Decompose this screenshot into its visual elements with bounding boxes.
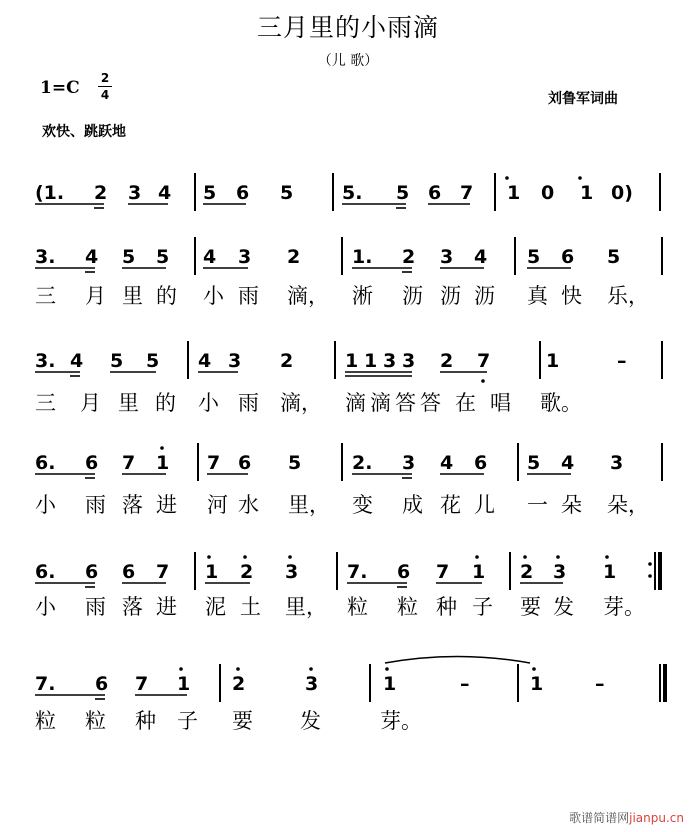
note: 5 xyxy=(288,452,302,474)
octave-high-dot xyxy=(236,667,240,671)
lyric: 小 xyxy=(35,493,56,517)
note: 6 xyxy=(474,452,488,474)
watermark xyxy=(569,809,684,826)
note: 2 xyxy=(402,246,416,268)
note: 7. xyxy=(35,673,56,695)
lyric: 月 xyxy=(85,284,106,308)
lyric: 朵 xyxy=(561,493,582,517)
note: 4 xyxy=(561,452,575,474)
note: – xyxy=(460,673,470,695)
note: 2 xyxy=(520,561,534,583)
lyric: 朵， xyxy=(607,493,649,517)
note: 1. xyxy=(352,246,373,268)
lyric: 的 xyxy=(156,284,177,308)
note: 2 xyxy=(240,561,254,583)
lyric: 雨 xyxy=(238,284,259,308)
lyric: 种 xyxy=(135,709,156,733)
time-signature-denominator: 4 xyxy=(100,88,110,102)
note: 3 xyxy=(402,452,416,474)
note: 3 xyxy=(440,246,454,268)
lyric: 沥 xyxy=(440,284,461,308)
note: 5 xyxy=(396,182,410,204)
lyric: 小 xyxy=(35,595,56,619)
note: 6 xyxy=(397,561,411,583)
lyric: 的 xyxy=(155,391,176,415)
note: 1 xyxy=(364,350,378,372)
note: 1 xyxy=(472,561,486,583)
lyric: 子 xyxy=(472,595,493,619)
note: 3 xyxy=(128,182,142,204)
note: 6 xyxy=(85,452,99,474)
lyric: 淅 xyxy=(352,284,373,308)
lyric: 雨 xyxy=(85,595,106,619)
lyric: 水 xyxy=(238,493,259,517)
note: 3. xyxy=(35,350,56,372)
lyric: 滴， xyxy=(287,284,329,308)
lyric: 三 xyxy=(35,391,56,415)
octave-high-dot xyxy=(578,176,582,180)
note: 4 xyxy=(198,350,212,372)
lyric: 变 xyxy=(352,493,373,517)
octave-high-dot xyxy=(288,555,292,559)
lyric: 要 xyxy=(232,709,253,733)
note: 3 xyxy=(553,561,567,583)
lyric: 里， xyxy=(285,595,327,619)
octave-high-dot xyxy=(160,446,164,450)
note: 5 xyxy=(527,246,541,268)
lyric: 里 xyxy=(122,284,143,308)
note: 1 xyxy=(205,561,219,583)
note: 7 xyxy=(122,452,136,474)
lyric: 雨 xyxy=(238,391,259,415)
note: 6 xyxy=(122,561,136,583)
lyric: 花 xyxy=(440,493,461,517)
note: 5 xyxy=(203,182,217,204)
repeat-dot xyxy=(648,574,652,578)
octave-high-dot xyxy=(505,176,509,180)
lyric: 雨 xyxy=(85,493,106,517)
lyric: 落 xyxy=(122,595,143,619)
note: 1 xyxy=(383,673,397,695)
lyric: 答 xyxy=(420,391,441,415)
lyric: 滴 xyxy=(370,391,391,415)
note: 6 xyxy=(85,561,99,583)
note: 0 xyxy=(541,182,555,204)
composer-credit: 刘鲁军词曲 xyxy=(548,91,618,107)
time-signature-numerator: 2 xyxy=(100,71,110,85)
note: 5 xyxy=(156,246,170,268)
lyric: 快 xyxy=(561,284,582,308)
lyric: 在 xyxy=(455,391,476,415)
note: 7 xyxy=(156,561,170,583)
note: 1 xyxy=(156,452,170,474)
lyric: 答 xyxy=(395,391,416,415)
note: 6. xyxy=(35,561,56,583)
note: 7 xyxy=(460,182,474,204)
slur xyxy=(385,657,530,664)
lyric: 粒 xyxy=(347,595,368,619)
key-signature: 1=C xyxy=(40,78,80,98)
lyric: 小 xyxy=(203,284,224,308)
lyric: 种 xyxy=(436,595,457,619)
lyric: 里， xyxy=(288,493,330,517)
note: 1 xyxy=(177,673,191,695)
octave-high-dot xyxy=(475,555,479,559)
lyric: 成 xyxy=(402,493,423,517)
lyric: 沥 xyxy=(474,284,495,308)
octave-high-dot xyxy=(556,555,560,559)
lyric: 里 xyxy=(118,391,139,415)
note: 5 xyxy=(146,350,160,372)
watermark-prefix: 歌谱简谱网 xyxy=(569,811,630,825)
lyric: 滴， xyxy=(280,391,322,415)
note: 6 xyxy=(428,182,442,204)
lyric: 河 xyxy=(207,493,228,517)
song-title: 三月里的小雨滴 xyxy=(256,13,439,42)
note: 4 xyxy=(440,452,454,474)
note: (1. xyxy=(35,182,65,204)
octave-high-dot xyxy=(309,667,313,671)
note: 7 xyxy=(135,673,149,695)
lyric: 子 xyxy=(177,709,198,733)
lyric: 发 xyxy=(300,709,321,733)
note: 4 xyxy=(474,246,488,268)
note: 1 xyxy=(530,673,544,695)
note: 3 xyxy=(383,350,397,372)
note: 5 xyxy=(122,246,136,268)
note: 3 xyxy=(238,246,252,268)
watermark-url: jianpu.cn xyxy=(629,811,684,825)
lyric: 芽。 xyxy=(603,595,645,619)
note: 2. xyxy=(352,452,373,474)
note: 3 xyxy=(228,350,242,372)
note: 1 xyxy=(580,182,594,204)
note: 4 xyxy=(70,350,84,372)
note: 6 xyxy=(561,246,575,268)
note: 3. xyxy=(35,246,56,268)
lyric: 乐， xyxy=(607,284,649,308)
octave-high-dot xyxy=(385,667,389,671)
note: 5. xyxy=(342,182,363,204)
note: 3 xyxy=(285,561,299,583)
lyric: 进 xyxy=(156,595,177,619)
note: 3 xyxy=(402,350,416,372)
octave-high-dot xyxy=(605,555,609,559)
note: 1 xyxy=(507,182,521,204)
tempo-marking: 欢快、跳跃地 xyxy=(42,124,126,140)
note: 2 xyxy=(440,350,454,372)
note: 4 xyxy=(85,246,99,268)
lyric: 小 xyxy=(198,391,219,415)
octave-high-dot xyxy=(532,667,536,671)
note: 5 xyxy=(607,246,621,268)
lyric: 粒 xyxy=(35,709,56,733)
lyric: 粒 xyxy=(85,709,106,733)
note: 1 xyxy=(345,350,359,372)
note: 6 xyxy=(95,673,109,695)
lyric: 粒 xyxy=(397,595,418,619)
song-subtitle: （儿 歌） xyxy=(317,53,379,69)
note: – xyxy=(617,350,627,372)
note: – xyxy=(595,673,605,695)
note: 7 xyxy=(436,561,450,583)
lyric: 三 xyxy=(35,284,56,308)
lyric: 滴 xyxy=(345,391,366,415)
octave-high-dot xyxy=(207,555,211,559)
lyric: 真 xyxy=(527,284,548,308)
note: 7 xyxy=(477,350,491,372)
note: 0) xyxy=(611,182,633,204)
note: 7 xyxy=(207,452,221,474)
note: 1 xyxy=(546,350,560,372)
lyric: 要 xyxy=(520,595,541,619)
note: 1 xyxy=(603,561,617,583)
note: 4 xyxy=(158,182,172,204)
note: 4 xyxy=(203,246,217,268)
lyric: 泥 xyxy=(205,595,226,619)
note: 2 xyxy=(287,246,301,268)
note: 2 xyxy=(280,350,294,372)
lyric: 歌。 xyxy=(540,391,582,415)
note: 6. xyxy=(35,452,56,474)
lyric: 芽。 xyxy=(380,709,422,733)
octave-high-dot xyxy=(179,667,183,671)
lyric: 月 xyxy=(80,391,101,415)
repeat-dot xyxy=(648,562,652,566)
note: 3 xyxy=(305,673,319,695)
note: 5 xyxy=(527,452,541,474)
note: 7. xyxy=(347,561,368,583)
note: 6 xyxy=(236,182,250,204)
octave-low-dot xyxy=(481,379,485,383)
octave-high-dot xyxy=(523,555,527,559)
lyric: 落 xyxy=(122,493,143,517)
lyric: 儿 xyxy=(474,493,495,517)
note: 3 xyxy=(610,452,624,474)
lyric: 发 xyxy=(553,595,574,619)
lyric: 进 xyxy=(156,493,177,517)
lyric: 一 xyxy=(527,493,548,517)
octave-high-dot xyxy=(243,555,247,559)
lyric: 土 xyxy=(240,595,261,619)
note: 2 xyxy=(94,182,108,204)
lyric: 沥 xyxy=(402,284,423,308)
note: 5 xyxy=(280,182,294,204)
note: 5 xyxy=(110,350,124,372)
note: 6 xyxy=(238,452,252,474)
lyric: 唱 xyxy=(490,391,511,415)
note: 2 xyxy=(232,673,246,695)
